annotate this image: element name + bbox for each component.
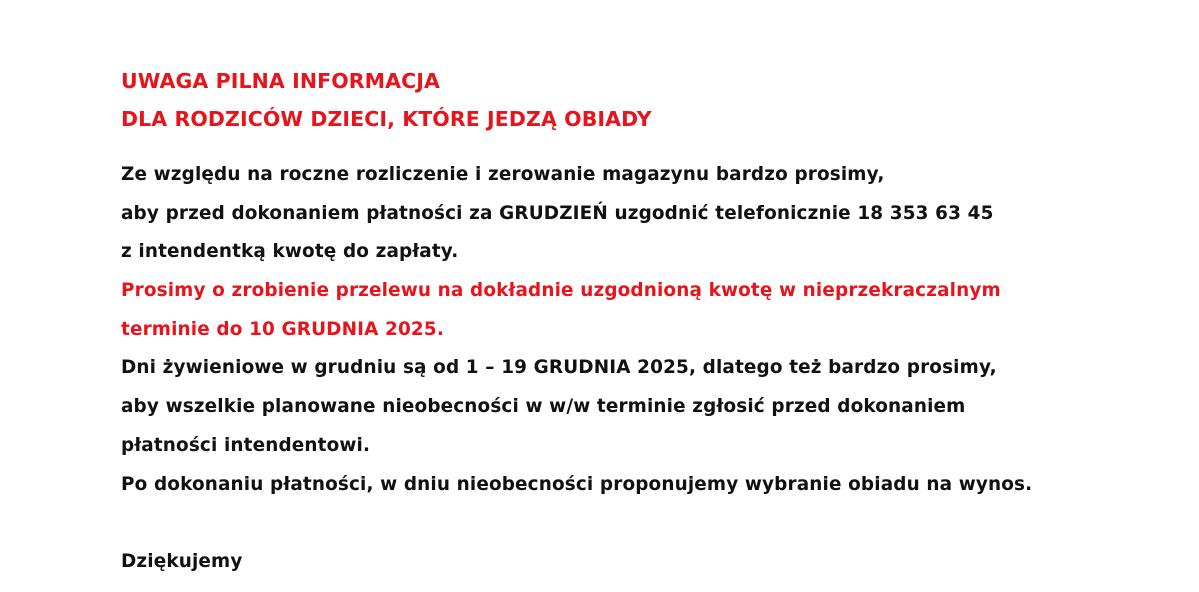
notice-subtitle: DLA RODZICÓW DZIECI, KTÓRE JEDZĄ OBIADY: [121, 107, 652, 131]
payment-deadline-line-2: terminie do 10 GRUDNIA 2025.: [121, 318, 444, 340]
paragraph-1-line-2: aby przed dokonaniem płatności za GRUDZIEŃ uzgodnić telefonicznie 18 353 63 45: [121, 202, 994, 224]
notice-body: [121, 156, 1191, 582]
closing-text: Dziękujemy: [121, 550, 243, 572]
paragraph-3-line-3: płatności intendentowi.: [121, 434, 371, 456]
notice-title: UWAGA PILNA INFORMACJA: [121, 69, 440, 93]
paragraph-3-line-1: Dni żywieniowe w grudniu są od 1 – 19 GRUDNIA 2025, dlatego też bardzo prosimy,: [121, 357, 997, 379]
paragraph-3-line-2: aby wszelkie planowane nieobecności w w/w terminie zgłosić przed dokonaniem: [121, 396, 966, 418]
paragraph-1-line-1: Ze względu na roczne rozliczenie i zerowanie magazynu bardzo prosimy,: [121, 164, 885, 185]
payment-deadline-line-1: Prosimy o zrobienie przelewu na dokładnie uzgodnioną kwotę w nieprzekraczalnym: [121, 280, 1001, 302]
paragraph-4-line-1: Po dokonaniu płatności, w dniu nieobecności proponujemy wybranie obiadu na wynos.: [121, 473, 1033, 495]
notice-document: [121, 62, 1191, 582]
notice-headings: [121, 62, 1191, 138]
paragraph-1-line-3: z intendentką kwotę do zapłaty.: [121, 241, 459, 263]
blank-line: [121, 504, 1191, 543]
